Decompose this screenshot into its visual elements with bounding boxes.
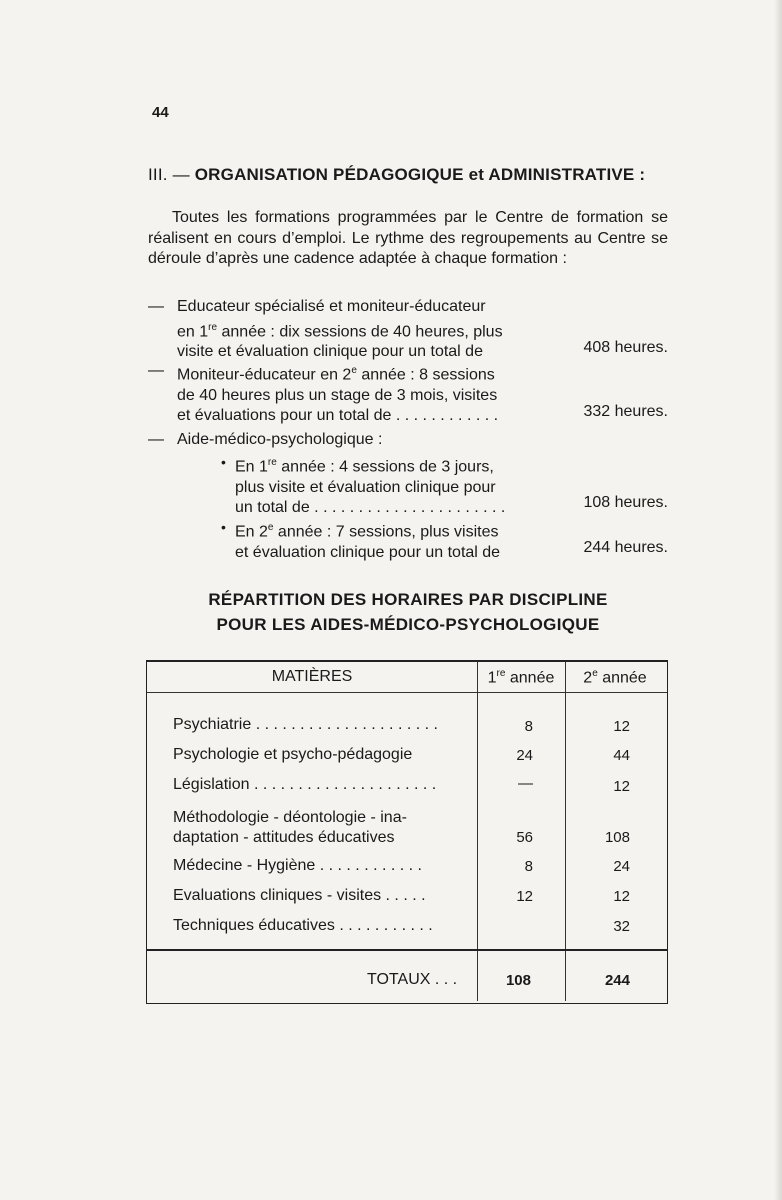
total-year2: 244	[604, 972, 630, 989]
formation-line: Aide-médico-psychologique :	[177, 431, 383, 448]
table-row-label: Médecine - Hygiène . . . . . . . . . . . .	[173, 857, 422, 874]
cell-year2: 12	[613, 888, 630, 905]
intro-paragraph: Toutes les formations programmées par le Centre de formation se réalisent en cours d’emploi. Le rythme des regroupements au Centre se déroule d’après une cadence adaptée à chaque formation :	[148, 209, 668, 267]
dash-marker: —	[148, 298, 164, 315]
cell-year1: —	[518, 775, 533, 792]
sub-item: • En 2e année : 7 sessions, plus visites et évaluation clinique pour un total de	[221, 519, 501, 561]
page-edge	[774, 0, 782, 1200]
dash-marker: —	[148, 431, 164, 448]
dash-marker: —	[148, 362, 164, 379]
header-year1: 1re année	[487, 668, 555, 687]
header-matieres: MATIÈRES	[271, 668, 353, 685]
sub-hours: 244 heures.	[583, 539, 668, 556]
formation-line: visite et évaluation clinique pour un total de	[177, 343, 483, 361]
totals-label: TOTAUX . . .	[367, 971, 458, 988]
table-row-label: Psychiatrie . . . . . . . . . . . . . . . . . . . . .	[173, 716, 438, 733]
cell-year2: 12	[613, 778, 630, 795]
formation-line: en 1re année : dix sessions de 40 heures, plus	[177, 321, 503, 340]
page-number: 44	[152, 104, 169, 121]
formation-line: Educateur spécialisé et moniteur-éducateur	[177, 298, 486, 315]
cell-year1: 56	[516, 829, 533, 846]
table-row-label: Méthodologie - déontologie - ina- daptation - attitudes éducatives	[173, 809, 407, 846]
cell-year2: 24	[613, 858, 630, 875]
bullet-icon: •	[221, 519, 226, 535]
cell-year2: 32	[613, 918, 630, 935]
cell-year2: 108	[604, 829, 630, 846]
table-title: RÉPARTITION DES HORAIRES PAR DISCIPLINE POUR LES AIDES-MÉDICO-PSYCHOLOGIQUE	[208, 590, 608, 634]
formation-line: et évaluations pour un total de . . . . . . . . . . . .	[177, 407, 499, 425]
formation-hours: 408 heures.	[583, 339, 668, 356]
table-row-label: Evaluations cliniques - visites . . . . .	[173, 887, 426, 904]
bullet-icon: •	[221, 454, 226, 470]
section-title: ORGANISATION PÉDAGOGIQUE et ADMINISTRATIVE :	[194, 165, 646, 184]
cell-year1: 8	[524, 858, 533, 875]
section-heading	[148, 165, 645, 185]
cell-year1: 12	[516, 888, 533, 905]
totals-divider	[147, 949, 667, 951]
cell-year2: 44	[613, 747, 630, 764]
header-year2: 2e année	[583, 668, 647, 687]
table-row-label: Psychologie et psycho-pédagogie	[173, 746, 413, 763]
cell-year1: 24	[516, 747, 533, 764]
sub-hours: 108 heures.	[583, 494, 668, 511]
hours-table	[146, 660, 668, 1004]
total-year1: 108	[505, 972, 531, 989]
sub-item: • En 1re année : 4 sessions de 3 jours, plus visite et évaluation clinique pour un total de . . . . . . . . . . . . . . . . . . . . . .	[221, 454, 506, 517]
formation-line: Moniteur-éducateur en 2e année : 8 sessions	[177, 365, 495, 384]
formation-line: de 40 heures plus un stage de 3 mois, visites	[177, 386, 498, 404]
table-row-label: Techniques éducatives . . . . . . . . . . .	[173, 917, 433, 934]
section-numeral: III. —	[148, 165, 195, 184]
table-row-label: Législation . . . . . . . . . . . . . . . . . . . . .	[173, 776, 437, 793]
formation-hours: 332 heures.	[583, 403, 668, 420]
cell-year1: 8	[524, 718, 533, 735]
header-divider	[147, 692, 667, 693]
cell-year2: 12	[613, 718, 630, 735]
